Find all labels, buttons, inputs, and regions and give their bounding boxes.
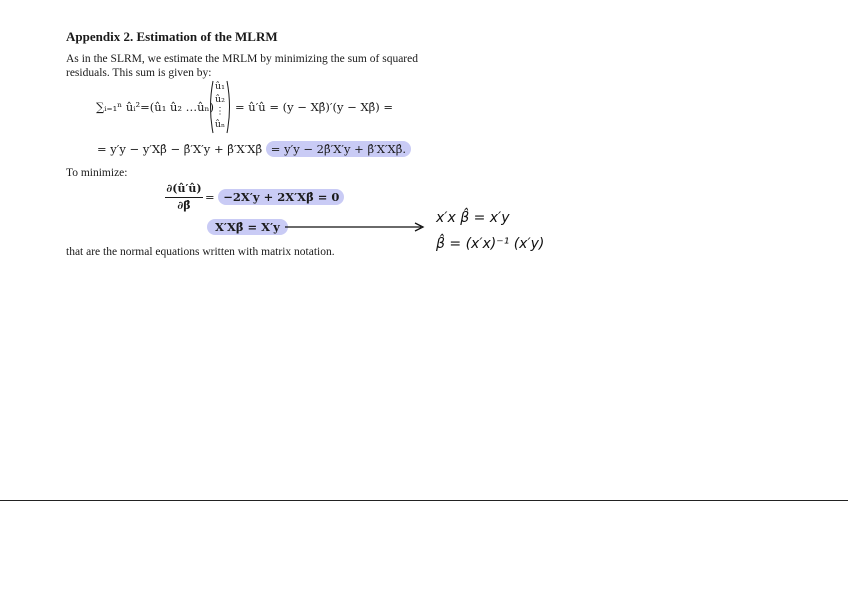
vector-entry: ûₙ [214, 118, 226, 130]
first-order-highlight: −2X′y + 2X′Xβ̂ = 0 [218, 189, 344, 205]
fraction-bar [165, 197, 203, 198]
first-order-condition [205, 190, 344, 204]
normal-equations [207, 220, 288, 234]
vector-entry: ⋮ [215, 106, 225, 117]
closing-sentence: that are the normal equations written with matrix notation. [66, 246, 335, 258]
normal-equations-highlight: X′Xβ̂ = X′y [207, 219, 288, 235]
derivative-denominator: ∂β̂ [177, 199, 191, 212]
annotation-arrow-icon [283, 220, 428, 234]
derivative-numerator: ∂(û′û) [166, 182, 202, 195]
sum-squared-residuals-rhs: = û′û = (y − Xβ̂)′(y − Xβ̂) = [235, 100, 394, 114]
expanded-sum-highlight: = y′y − 2β̂′X′y + β̂′X′Xβ̂. [266, 141, 411, 157]
vector-entry: û₁ [215, 81, 225, 92]
to-minimize-label: To minimize: [66, 167, 128, 179]
sum-squared-residuals-lhs: ∑ᵢ₌₁ⁿ ûᵢ²=(û₁ û₂ …ûₙ) [96, 100, 214, 114]
appendix-heading: Appendix 2. Estimation of the MLRM [66, 29, 278, 44]
expanded-sum-equation [97, 142, 411, 156]
page-divider [0, 500, 848, 501]
first-order-equals: = [205, 190, 215, 204]
residual-vector [207, 80, 233, 134]
handwritten-normal-equation: x′x β̂ = x′y [436, 210, 510, 226]
intro-paragraph: As in the SLRM, we estimate the MRLM by minimizing the sum of squared residuals. This sum is given by: [66, 53, 418, 79]
vector-entry: û₂ [215, 93, 225, 105]
derivative-fraction [165, 182, 203, 213]
expanded-sum-plain: = y′y − y′Xβ̂ − β̂′X′y + β̂′X′Xβ̂ [97, 142, 266, 156]
handwritten-ols-estimator: β̂ = (x′x)⁻¹ (x′y) [436, 236, 545, 252]
